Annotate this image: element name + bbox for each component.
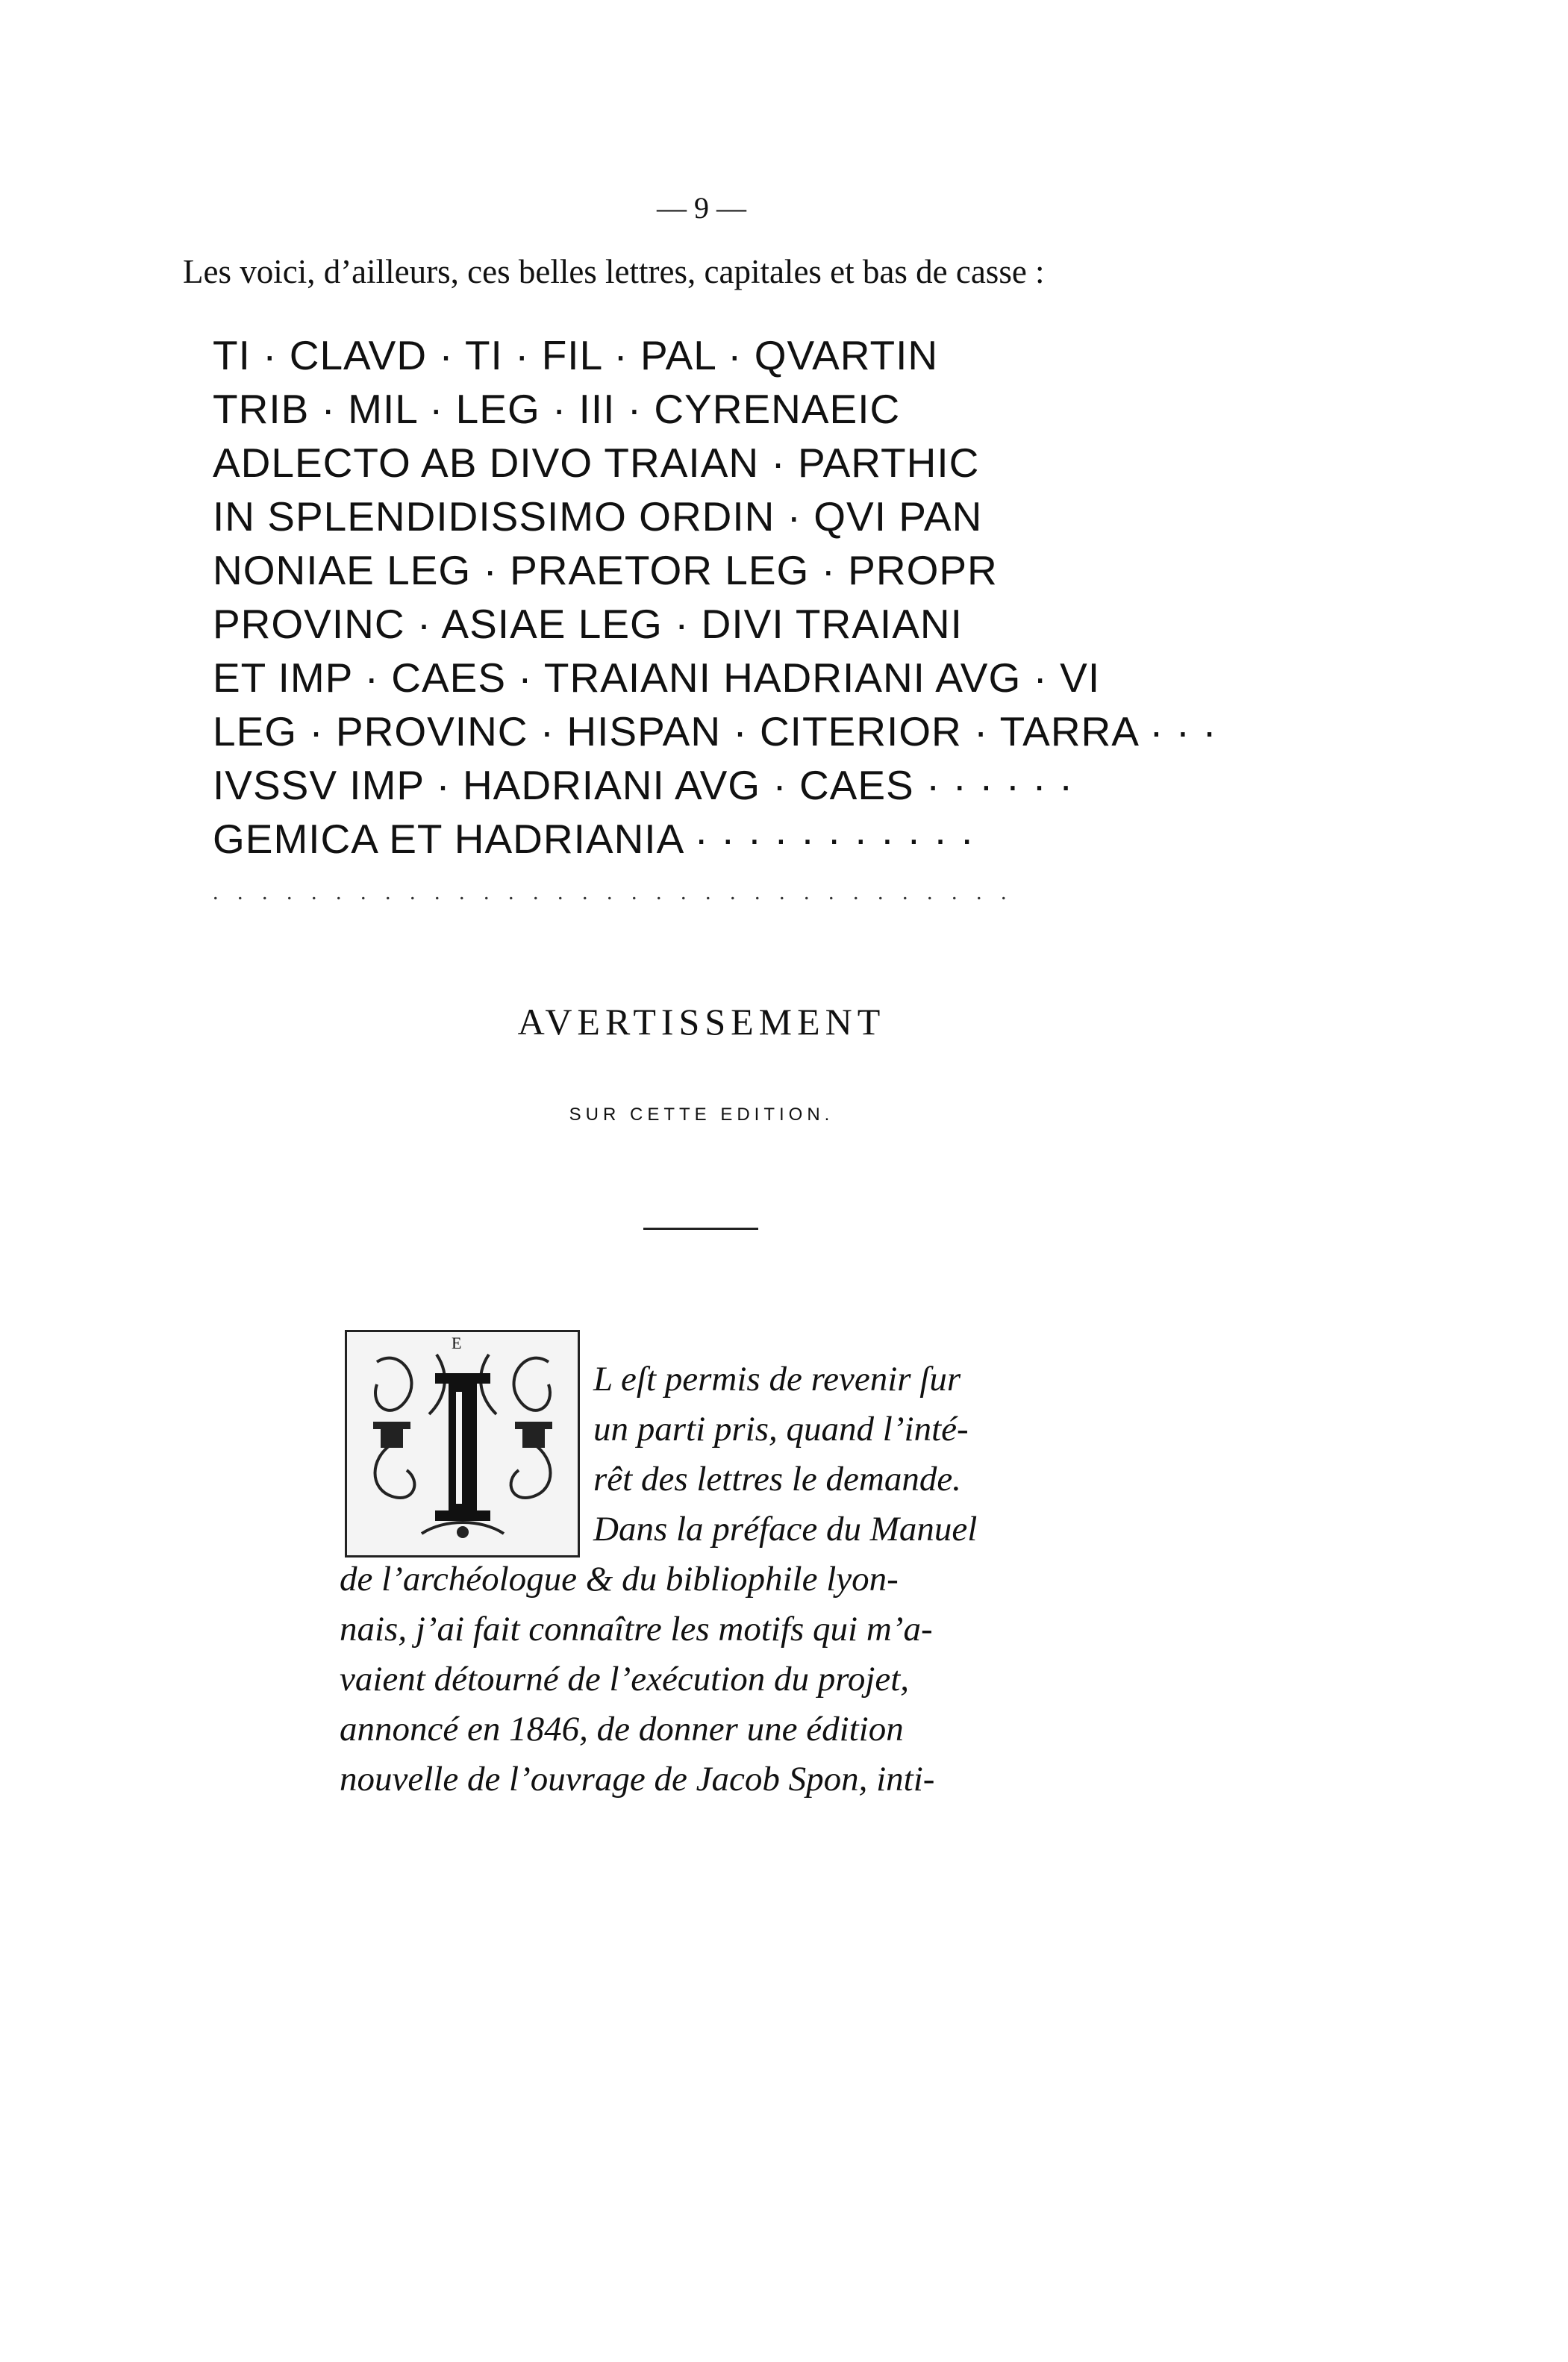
inscription-line: ADLECTO AB DIVO TRAIAN · PARTHIC	[213, 440, 980, 486]
inscription-line: TRIB · MIL · LEG · III · CYRENAEIC	[213, 386, 901, 432]
body-line: L eſt permis de revenir ſur	[593, 1360, 961, 1399]
inscription-line: NONIAE LEG · PRAETOR LEG · PROPR	[213, 547, 998, 593]
body-paragraph	[340, 1355, 1086, 1805]
body-line: un parti pris, quand l’inté-	[593, 1410, 969, 1449]
body-line: rêt des lettres le demande.	[593, 1460, 961, 1499]
inscription-line: TI · CLAVD · TI · FIL · PAL · QVARTIN	[213, 332, 939, 378]
body-line: vaient détourné de l’exécution du projet,	[340, 1660, 910, 1699]
body-line: de l’archéologue & du bibliophile lyon-	[340, 1560, 899, 1599]
latin-inscription	[213, 328, 1258, 919]
body-line: Dans la préface du Manuel	[593, 1510, 978, 1549]
inscription-line: IN SPLENDIDISSIMO ORDIN · QVI PAN	[213, 493, 983, 540]
page-number: — 9 —	[657, 191, 746, 225]
initial-corner-mark: E	[452, 1334, 462, 1352]
body-line: annoncé en 1846, de donner une édition	[340, 1710, 904, 1749]
section-subheading: SUR CETTE EDITION.	[569, 1105, 834, 1125]
inscription-line: PROVINC · ASIAE LEG · DIVI TRAIANI	[213, 601, 963, 647]
inscription-line: LEG · PROVINC · HISPAN · CITERIOR · TARRA · · ·	[213, 708, 1217, 754]
intro-sentence: Les voici, d’ailleurs, ces belles lettres, capitales et bas de casse :	[183, 253, 1045, 290]
inscription-line: GEMICA ET HADRIANIA · · · · · · · · · · ·	[213, 816, 975, 862]
divider-rule	[643, 1228, 758, 1230]
body-line: nouvelle de l’ouvrage de Jacob Spon, inti-	[340, 1760, 935, 1799]
inscription-line: ET IMP · CAES · TRAIANI HADRIANI AVG · VI	[213, 654, 1101, 701]
inscription-ellipsis-line: . . . . . . . . . . . . . . . . . . . . . . . . . . . . . . . . .	[213, 880, 1013, 905]
section-heading: AVERTISSEMENT	[517, 1001, 886, 1043]
body-line: nais, j’ai fait connaître les motifs qui m’a-	[340, 1610, 933, 1649]
inscription-line: IVSSV IMP · HADRIANI AVG · CAES · · · · · ·	[213, 762, 1074, 808]
